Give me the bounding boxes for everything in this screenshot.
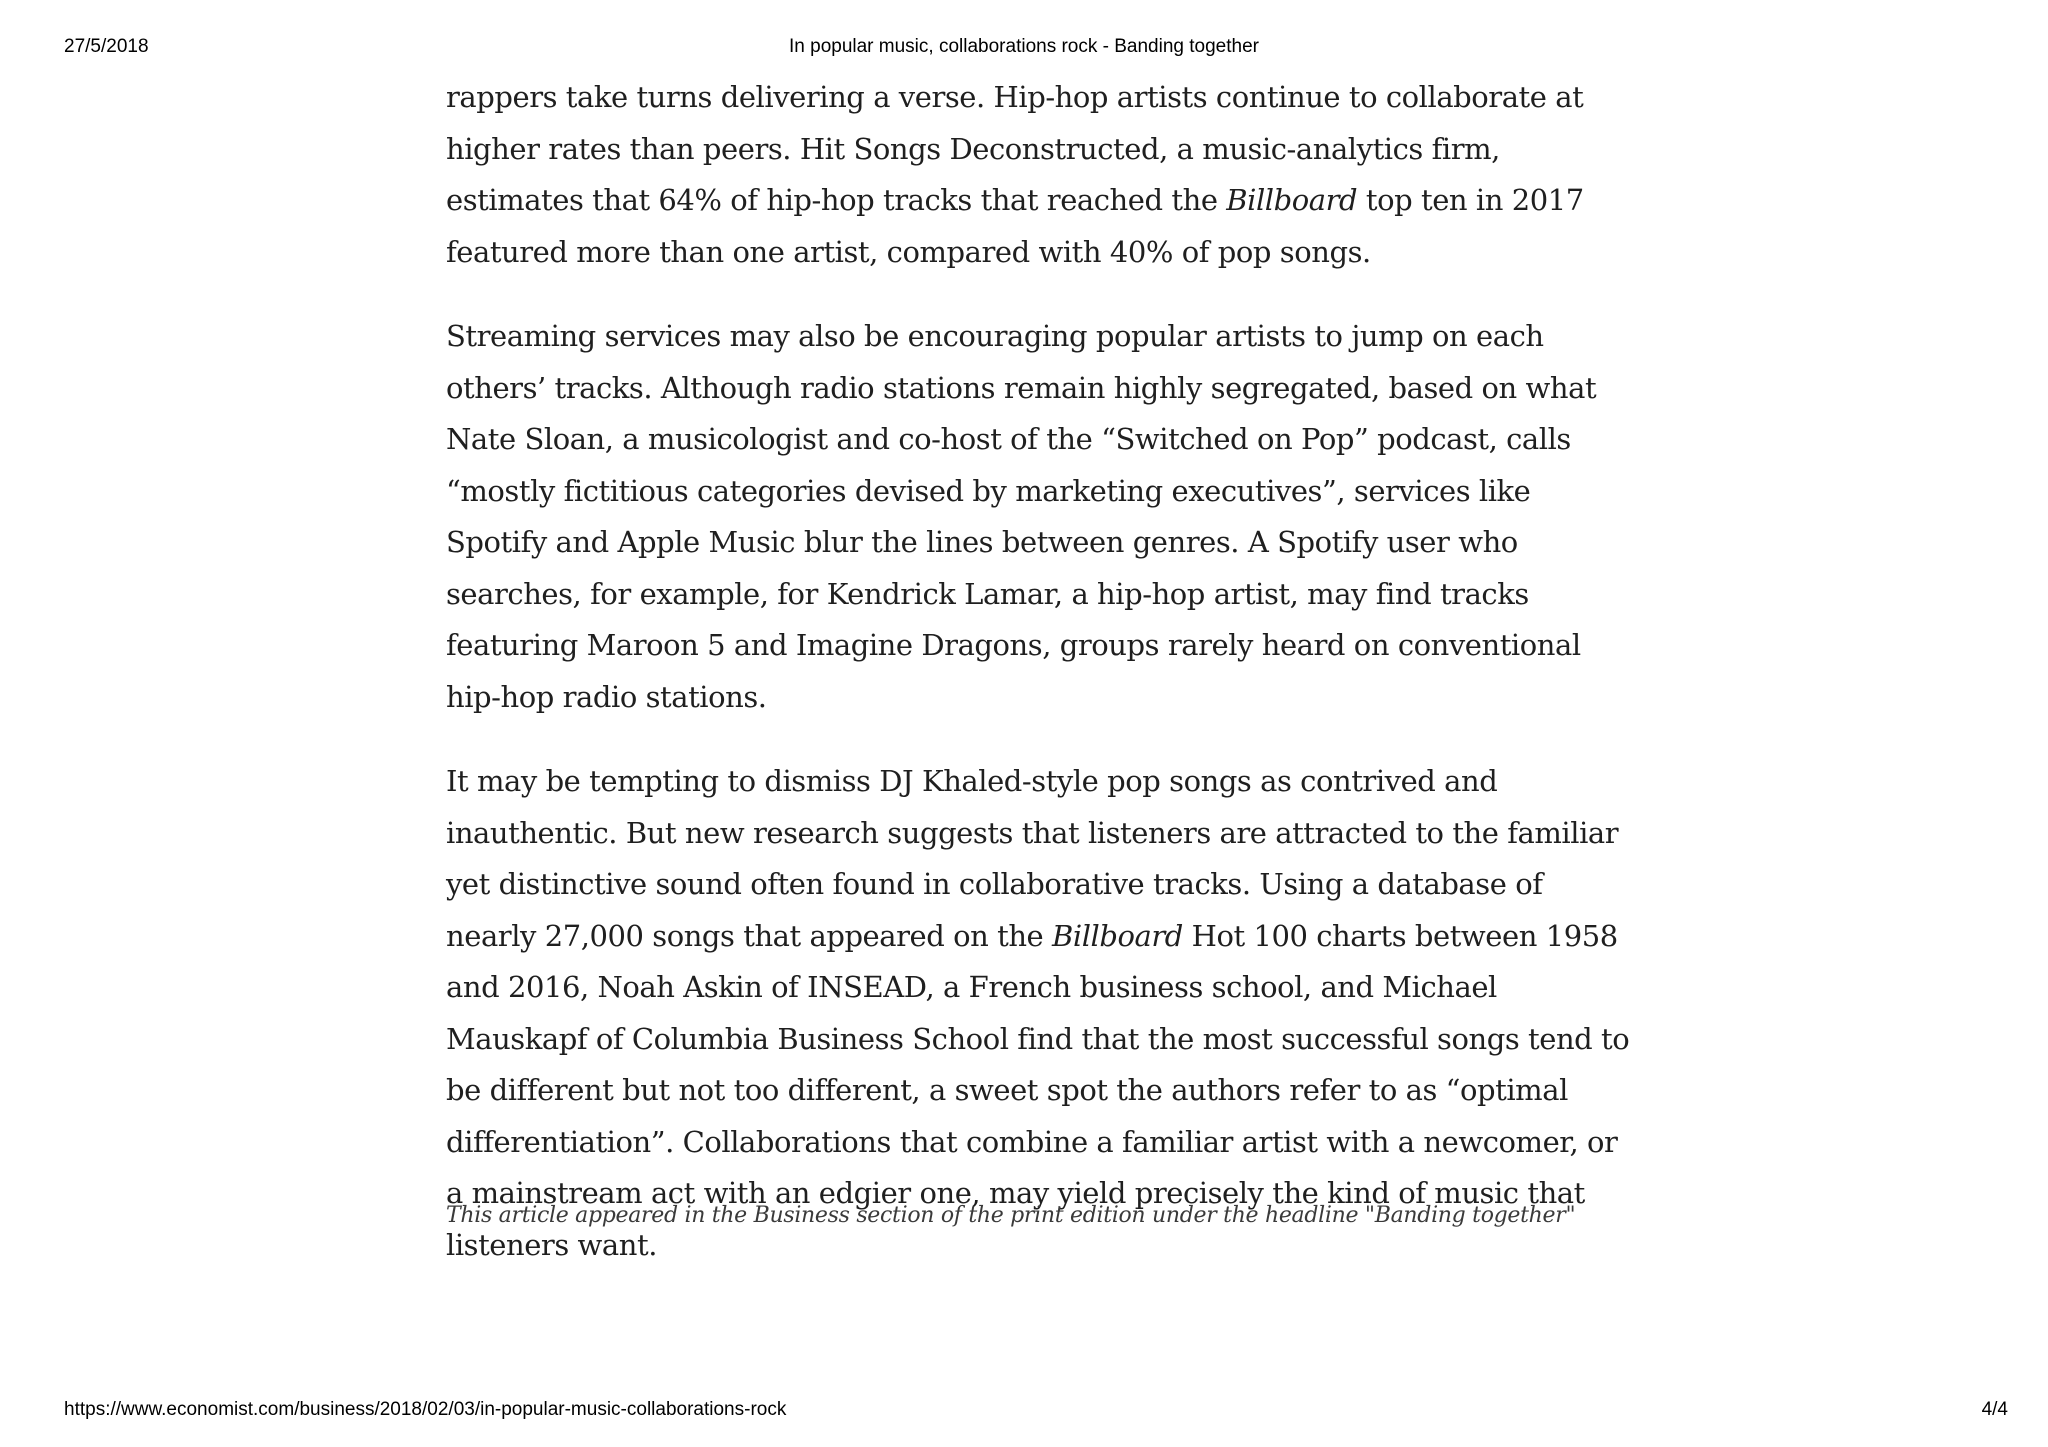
print-page-title: In popular music, collaborations rock - Banding together: [789, 36, 1259, 57]
article-paragraph-3: [446, 756, 1636, 1271]
print-footer: [0, 1399, 2048, 1425]
page-url: https://www.economist.com/business/2018/02/03/in-popular-music-collaborations-rock: [64, 1399, 787, 1420]
publication-name: Billboard: [1052, 918, 1183, 953]
publication-name: Billboard: [1226, 183, 1358, 217]
print-header: [0, 36, 2048, 62]
print-edition-note: This article appeared in the Business section of the print edition under the headline "Banding together": [446, 1203, 1576, 1228]
paragraph-text: Hot 100 charts between 1958 and 2016, Noah Askin of INSEAD, a French business school, and Michael Mauskapf of Columbia Business School find that the most successful songs tend to be different but not too different, a sweet spot the authors refer to as “optimal differentiation”. Collaborations that combine a familiar artist with a newcomer, or a mainstream act with an edgier one, may yield precisely the kind of music that listeners want.: [446, 918, 1630, 1262]
page-number: 4/4: [1981, 1399, 2008, 1420]
paragraph-text: It may be tempting to dismiss DJ Khaled-style pop songs as contrived and inauthentic. But new research suggests that listeners are attracted to the familiar yet distinctive sound often found in collaborative tracks. Using a database of nearly 27,000 songs that appeared on the: [446, 764, 1619, 953]
article-paragraph-1: [446, 72, 1636, 278]
paragraph-text: top ten in 2017 featured more than one artist, compared with 40% of pop songs.: [446, 183, 1584, 269]
paragraph-text: rappers take turns delivering a verse. Hip-hop artists continue to collaborate at higher rates than peers. Hit Songs Deconstructed, a music-analytics firm, estimates that 64% of hip-hop tracks that reached the: [446, 80, 1584, 217]
article-paragraph-2: Streaming services may also be encouraging popular artists to jump on each others’ tracks. Although radio stations remain highly segregated, based on what Nate Sloan, a musicologist and co-host of the “Switched on Pop” podcast, calls “mostly fictitious categories devised by marketing executives”, services like Spotify and Apple Music blur the lines between genres. A Spotify user who searches, for example, for Kendrick Lamar, a hip-hop artist, may find tracks featuring Maroon 5 and Imagine Dragons, groups rarely heard on conventional hip-hop radio stations.: [446, 319, 1597, 714]
article-body: [446, 72, 1636, 1304]
print-date: 27/5/2018: [64, 36, 149, 57]
